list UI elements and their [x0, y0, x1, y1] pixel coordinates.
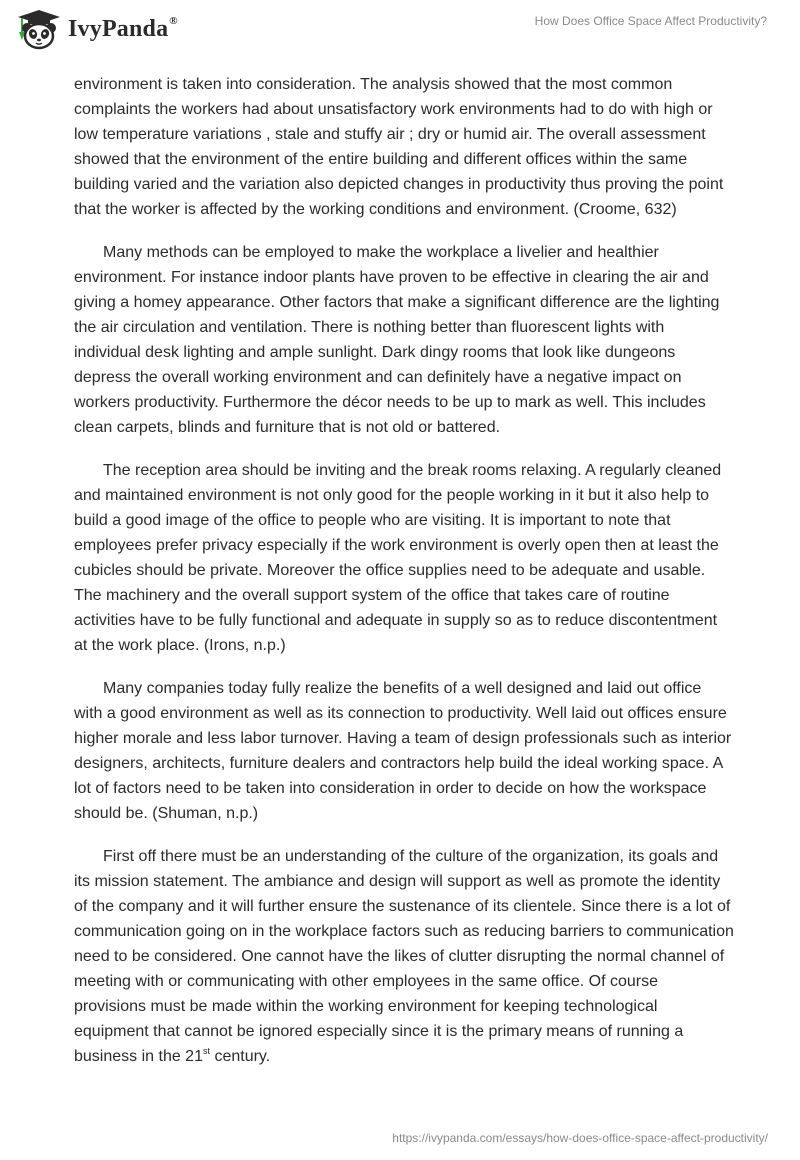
essay-body: [74, 72, 734, 1087]
ordinal-suffix: st: [202, 1046, 210, 1056]
source-url[interactable]: https://ivypanda.com/essays/how-does-office-space-affect-productivity/: [392, 1131, 768, 1145]
paragraph-continued: environment is taken into consideration. The analysis showed that the most common complaints the workers had about unsatisfactory work environments had to do with high or low temperature variations , stale and stuffy air ; dry or humid air. The overall assessment showed that the environment of the entire building and different offices within the same building varied and the variation also depicted changes in productivity thus proving the point that the worker is affected by the working conditions and environment. (Croome, 632): [74, 76, 724, 218]
ivypanda-logo[interactable]: [16, 8, 178, 50]
paragraph-last: [74, 844, 734, 1069]
paragraph: The reception area should be inviting and the break rooms relaxing. A regularly cleaned and maintained environment is not only good for the people working in it but it also help to build a good image of the office to people who are visiting. It is important to note that employees prefer privacy especially if the work environment is overly open then at least the cubicles should be private. Moreover the office supplies need to be adequate and usable. The machinery and the overall support system of the office that takes care of routine activities have to be fully functional and adequate in supply so as to reduce discontentment at the work place. (Irons, n.p.): [74, 462, 722, 654]
brand-name-text: IvyPanda: [68, 16, 169, 42]
registered-mark: ®: [169, 15, 178, 27]
paragraph-last-text: First off there must be an understanding of the culture of the organization, its goals and its mission statement. The ambiance and design will support as well as promote the identity of the company and it will further ensure the sustenance of its clientele. Since there is a lot of communication going on in the workplace factors such as reducing barriers to communication need to be considered. One cannot have the likes of clutter disrupting the normal channel of meeting with or communicating with other employees in the same office. Of course provisions must be made within the working environment for keeping technological equipment that cannot be ignored especially since it is the primary means of running a business in the 21: [74, 848, 734, 1065]
paragraph-last-tail: century.: [210, 1048, 271, 1065]
page-header: [0, 0, 800, 66]
panda-graduate-icon: [16, 8, 62, 50]
document-title: How Does Office Space Affect Productivity?: [534, 14, 767, 28]
brand-name: [68, 15, 178, 43]
paragraph: Many companies today fully realize the benefits of a well designed and laid out office with a good environment as well as its connection to productivity. Well laid out offices ensure higher morale and less labor turnover. Having a team of design professionals such as interior designers, architects, furniture dealers and contractors help build the ideal working space. A lot of factors need to be taken into consideration in order to decide on how the workspace should be. (Shuman, n.p.): [74, 680, 732, 822]
paragraph: Many methods can be employed to make the workplace a livelier and healthier environment. For instance indoor plants have proven to be effective in clearing the air and giving a homey appearance. Other factors that make a significant difference are the lighting the air circulation and ventilation. There is nothing better than fluorescent lights with individual desk lighting and ample sunlight. Dark dingy rooms that look like dungeons depress the overall working environment and can definitely have a negative impact on workers productivity. Furthermore the décor needs to be up to mark as well. This includes clean carpets, blinds and furniture that is not old or battered.: [74, 244, 720, 436]
